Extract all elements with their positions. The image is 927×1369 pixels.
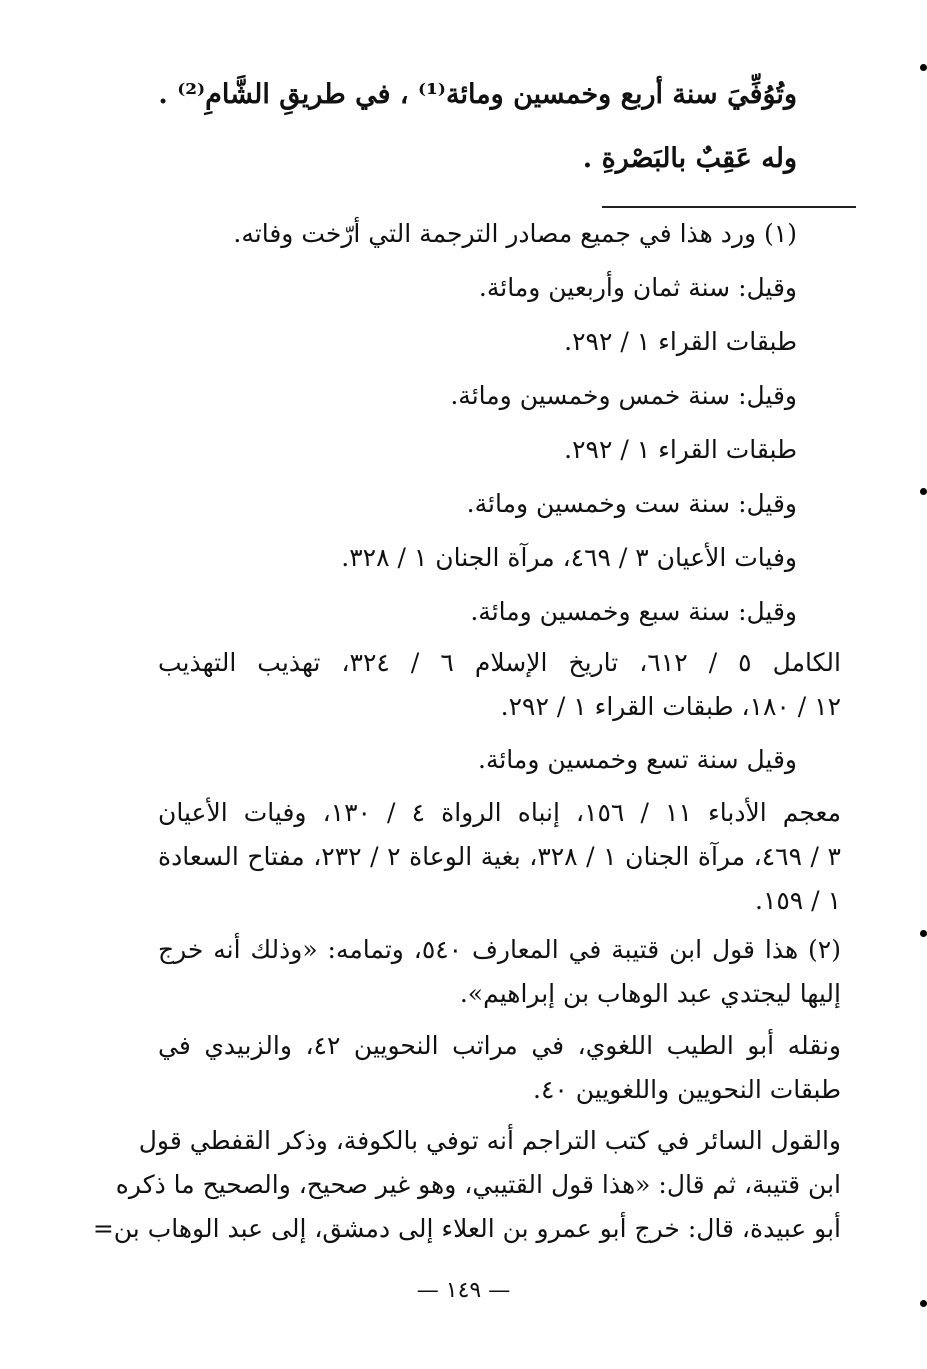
footnote-2-line-6: ابن قتيبة، ثم قال: «هذا قول القتيبي، وهو غير صحيح، والصحيح ما ذكره: [115, 1170, 841, 1199]
footnote-1-line-6: وقيل: سنة ست وخمسين ومائة.: [466, 489, 797, 518]
footnote-1-line-5: طبقات القراء ١ / ٢٩٢.: [564, 435, 797, 464]
footnote-1-line-1: (١) ورد هذا في جميع مصادر الترجمة التي أرّخت وفاته.: [233, 219, 797, 248]
footnote-separator: [602, 206, 856, 208]
footnote-2-line-3: ونقله أبو الطيب اللغوي، في مراتب النحويين ٤٢، والزبيدي في: [158, 1031, 842, 1060]
footnote-1-line-10: ١٢ / ١٨٠، طبقات القراء ١ / ٢٩٢.: [500, 692, 841, 721]
footnote-2-line-2: إليها ليجتدي عبد الوهاب بن إبراهيم».: [459, 979, 841, 1008]
footnote-2-line-5: والقول السائر في كتب التراجم أنه توفي بالكوفة، وذكر القفطي قول: [138, 1126, 841, 1155]
footnote-2-line-4: طبقات النحويين واللغويين ٤٠.: [532, 1075, 841, 1104]
footnote-1-line-13: ٣ / ٤٦٩، مرآة الجنان ١ / ٣٢٨، بغية الوعاة ٢ / ٢٣٢، مفتاح السعادة: [158, 842, 841, 871]
margin-mark: [920, 488, 927, 495]
page-number: — ١٤٩ —: [416, 1278, 511, 1303]
main-text-line-1: وتُوُفِّيَ سنة أربع وخمسين ومائة⁽¹⁾ ، في طريقِ الشَّامِ⁽²⁾ .: [158, 79, 797, 110]
footnote-1-line-2: وقيل: سنة ثمان وأربعين ومائة.: [478, 273, 797, 302]
footnote-1-line-11: وقيل سنة تسع وخمسين ومائة.: [478, 745, 797, 774]
margin-mark: [920, 930, 927, 937]
footnote-2-line-7: أبو عبيدة، قال: خرج أبو عمرو بن العلاء إلى دمشق، إلى عبد الوهاب بن=: [92, 1214, 841, 1243]
margin-mark: [920, 64, 927, 71]
footnote-1-line-14: ١ / ١٥٩.: [754, 886, 841, 915]
footnote-2-line-1: (٢) هذا قول ابن قتيبة في المعارف ٥٤٠، وتمامه: «وذلك أنه خرج: [158, 935, 841, 964]
footnote-1-line-12: معجم الأدباء ١١ / ١٥٦، إنباه الرواة ٤ / ١٣٠، وفيات الأعيان: [158, 798, 841, 827]
footnote-1-line-7: وفيات الأعيان ٣ / ٤٦٩، مرآة الجنان ١ / ٣٢٨.: [341, 543, 797, 572]
footnote-1-line-9: الكامل ٥ / ٦١٢، تاريخ الإسلام ٦ / ٣٢٤، تهذيب التهذيب: [158, 648, 841, 677]
main-text-line-2: وله عَقِبٌ بالبَصْرةِ .: [582, 143, 797, 174]
footnote-1-line-8: وقيل: سنة سبع وخمسين ومائة.: [470, 597, 797, 626]
footnote-1-line-3: طبقات القراء ١ / ٢٩٢.: [564, 327, 797, 356]
margin-mark: [920, 1300, 927, 1307]
footnote-1-line-4: وقيل: سنة خمس وخمسين ومائة.: [450, 381, 797, 410]
